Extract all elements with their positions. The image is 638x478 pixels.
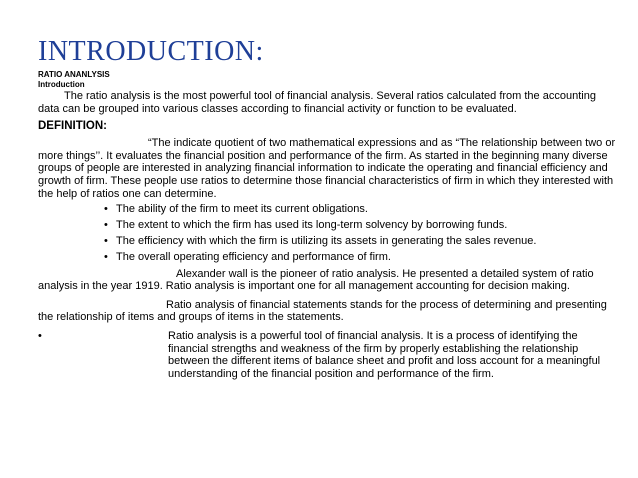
subheading: RATIO ANANLYSIS (38, 70, 110, 79)
list-item (104, 235, 618, 248)
slide-title: INTRODUCTION: (38, 36, 264, 67)
bullet-icon: • (104, 251, 108, 264)
intro-paragraph: The ratio analysis is the most powerful tool of financial analysis. Several ratios calculated from the accounting data can be grouped into various classes according to financial activity or function to be evaluated. (38, 90, 596, 115)
list-item (104, 251, 618, 264)
list-item (104, 203, 618, 216)
final-bullet-paragraph (38, 330, 618, 380)
section-label: Introduction (38, 80, 85, 89)
list-item (104, 219, 618, 232)
bullet-icon: • (104, 235, 108, 248)
bullet-text: The overall operating efficiency and performance of firm. (116, 251, 391, 264)
pioneer-paragraph: Alexander wall is the pioneer of ratio analysis. He presented a detailed system of ratio analysis in the year 1919. Ratio analysis is important one for all management accounting for decision making. (38, 267, 594, 293)
bullet-text: The extent to which the firm has used its long-term solvency by borrowing funds. (116, 219, 508, 232)
final-paragraph-text: Ratio analysis is a powerful tool of financial analysis. It is a process of identifying the financial strengths and weakness of the firm by properly establishing the relationship between the different items of balance sheet and profit and loss account for a meaningful understanding of the financial position and performance of the firm. (168, 329, 601, 380)
bullet-text: The efficiency with which the firm is utilizing its assets in generating the sales revenue. (116, 235, 537, 248)
bullet-icon: • (38, 329, 42, 342)
bullet-icon: • (104, 219, 108, 232)
bullet-icon: • (104, 203, 108, 216)
definition-heading: DEFINITION: (38, 120, 107, 133)
slide-body (38, 70, 618, 380)
bullet-text: The ability of the firm to meet its current obligations. (116, 203, 368, 216)
definition-paragraph: “The indicate quotient of two mathematical expressions and as “The relationship between two or more things’’. It evaluates the financial position and performance of the firm. As started in the beginning many diverse groups of people are interested in analyzing financial information to indicate the operating and financial efficiency and growth of firm. These people use ratios to determine those financial characteristics of firm in which they interested with the help of ratios one can determine. (38, 137, 616, 200)
bullet-list (38, 203, 618, 264)
process-paragraph: Ratio analysis of financial statements stands for the process of determining and presenting the relationship of items and groups of items in the statements. (38, 298, 607, 324)
